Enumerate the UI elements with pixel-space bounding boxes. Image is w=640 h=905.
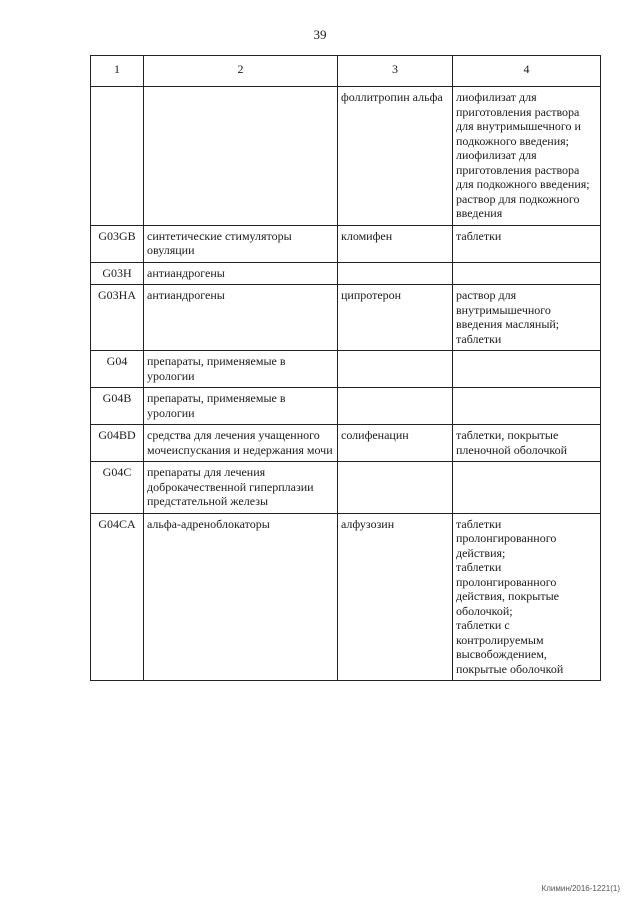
table-row: [91, 425, 601, 462]
table-row: [91, 388, 601, 425]
dosage-form-cell: таблетки, покрытые пленочной оболочкой: [453, 425, 601, 462]
atc-code-cell: G03GB: [91, 225, 144, 262]
group-cell: альфа-адреноблокаторы: [144, 513, 338, 681]
table-row: [91, 513, 601, 681]
substance-cell: фоллитропин альфа: [338, 87, 453, 226]
atc-code-cell: [91, 87, 144, 226]
group-cell: антиандрогены: [144, 262, 338, 285]
substance-cell: [338, 462, 453, 514]
substance-cell: солифенацин: [338, 425, 453, 462]
table-row: [91, 87, 601, 226]
dosage-form-cell: [453, 351, 601, 388]
column-header-2: 2: [144, 56, 338, 87]
column-header-3: 3: [338, 56, 453, 87]
atc-code-cell: G04B: [91, 388, 144, 425]
group-cell: препараты для лечения доброкачественной гиперплазии предстательной железы: [144, 462, 338, 514]
substance-cell: кломифен: [338, 225, 453, 262]
group-cell: синтетические стимуляторы овуляции: [144, 225, 338, 262]
group-cell: препараты, применяемые в урологии: [144, 351, 338, 388]
substance-cell: алфузозин: [338, 513, 453, 681]
group-cell: препараты, применяемые в урологии: [144, 388, 338, 425]
dosage-form-cell: лиофилизат для приготовления раствора для внутримышечного и подкожного введения; лиофилизат для приготовления раствора для подкожного введения; раствор для подкожного введения: [453, 87, 601, 226]
table-row: [91, 351, 601, 388]
document-reference: Климин/2016-1221(1): [541, 884, 620, 893]
atc-code-cell: G03HA: [91, 285, 144, 351]
group-cell: [144, 87, 338, 226]
table-row: [91, 262, 601, 285]
dosage-form-cell: [453, 262, 601, 285]
atc-code-cell: G04: [91, 351, 144, 388]
atc-code-cell: G04BD: [91, 425, 144, 462]
dosage-form-cell: таблетки пролонгированного действия; таблетки пролонгированного действия, покрытые оболочкой; таблетки с контролируемым высвобождением, покрытые оболочкой: [453, 513, 601, 681]
dosage-form-cell: [453, 462, 601, 514]
column-header-4: 4: [453, 56, 601, 87]
dosage-form-cell: таблетки: [453, 225, 601, 262]
dosage-form-cell: раствор для внутримышечного введения масляный; таблетки: [453, 285, 601, 351]
atc-code-cell: G04CA: [91, 513, 144, 681]
table-header-row: [91, 56, 601, 87]
drug-classification-table: [90, 55, 601, 681]
table-row: [91, 462, 601, 514]
page-number: 39: [313, 27, 327, 42]
table-row: [91, 225, 601, 262]
group-cell: антиандрогены: [144, 285, 338, 351]
group-cell: средства для лечения учащенного мочеиспускания и недержания мочи: [144, 425, 338, 462]
substance-cell: [338, 388, 453, 425]
dosage-form-cell: [453, 388, 601, 425]
atc-code-cell: G03H: [91, 262, 144, 285]
atc-code-cell: G04C: [91, 462, 144, 514]
column-header-1: 1: [91, 56, 144, 87]
substance-cell: [338, 351, 453, 388]
table-row: [91, 285, 601, 351]
substance-cell: [338, 262, 453, 285]
substance-cell: ципротерон: [338, 285, 453, 351]
